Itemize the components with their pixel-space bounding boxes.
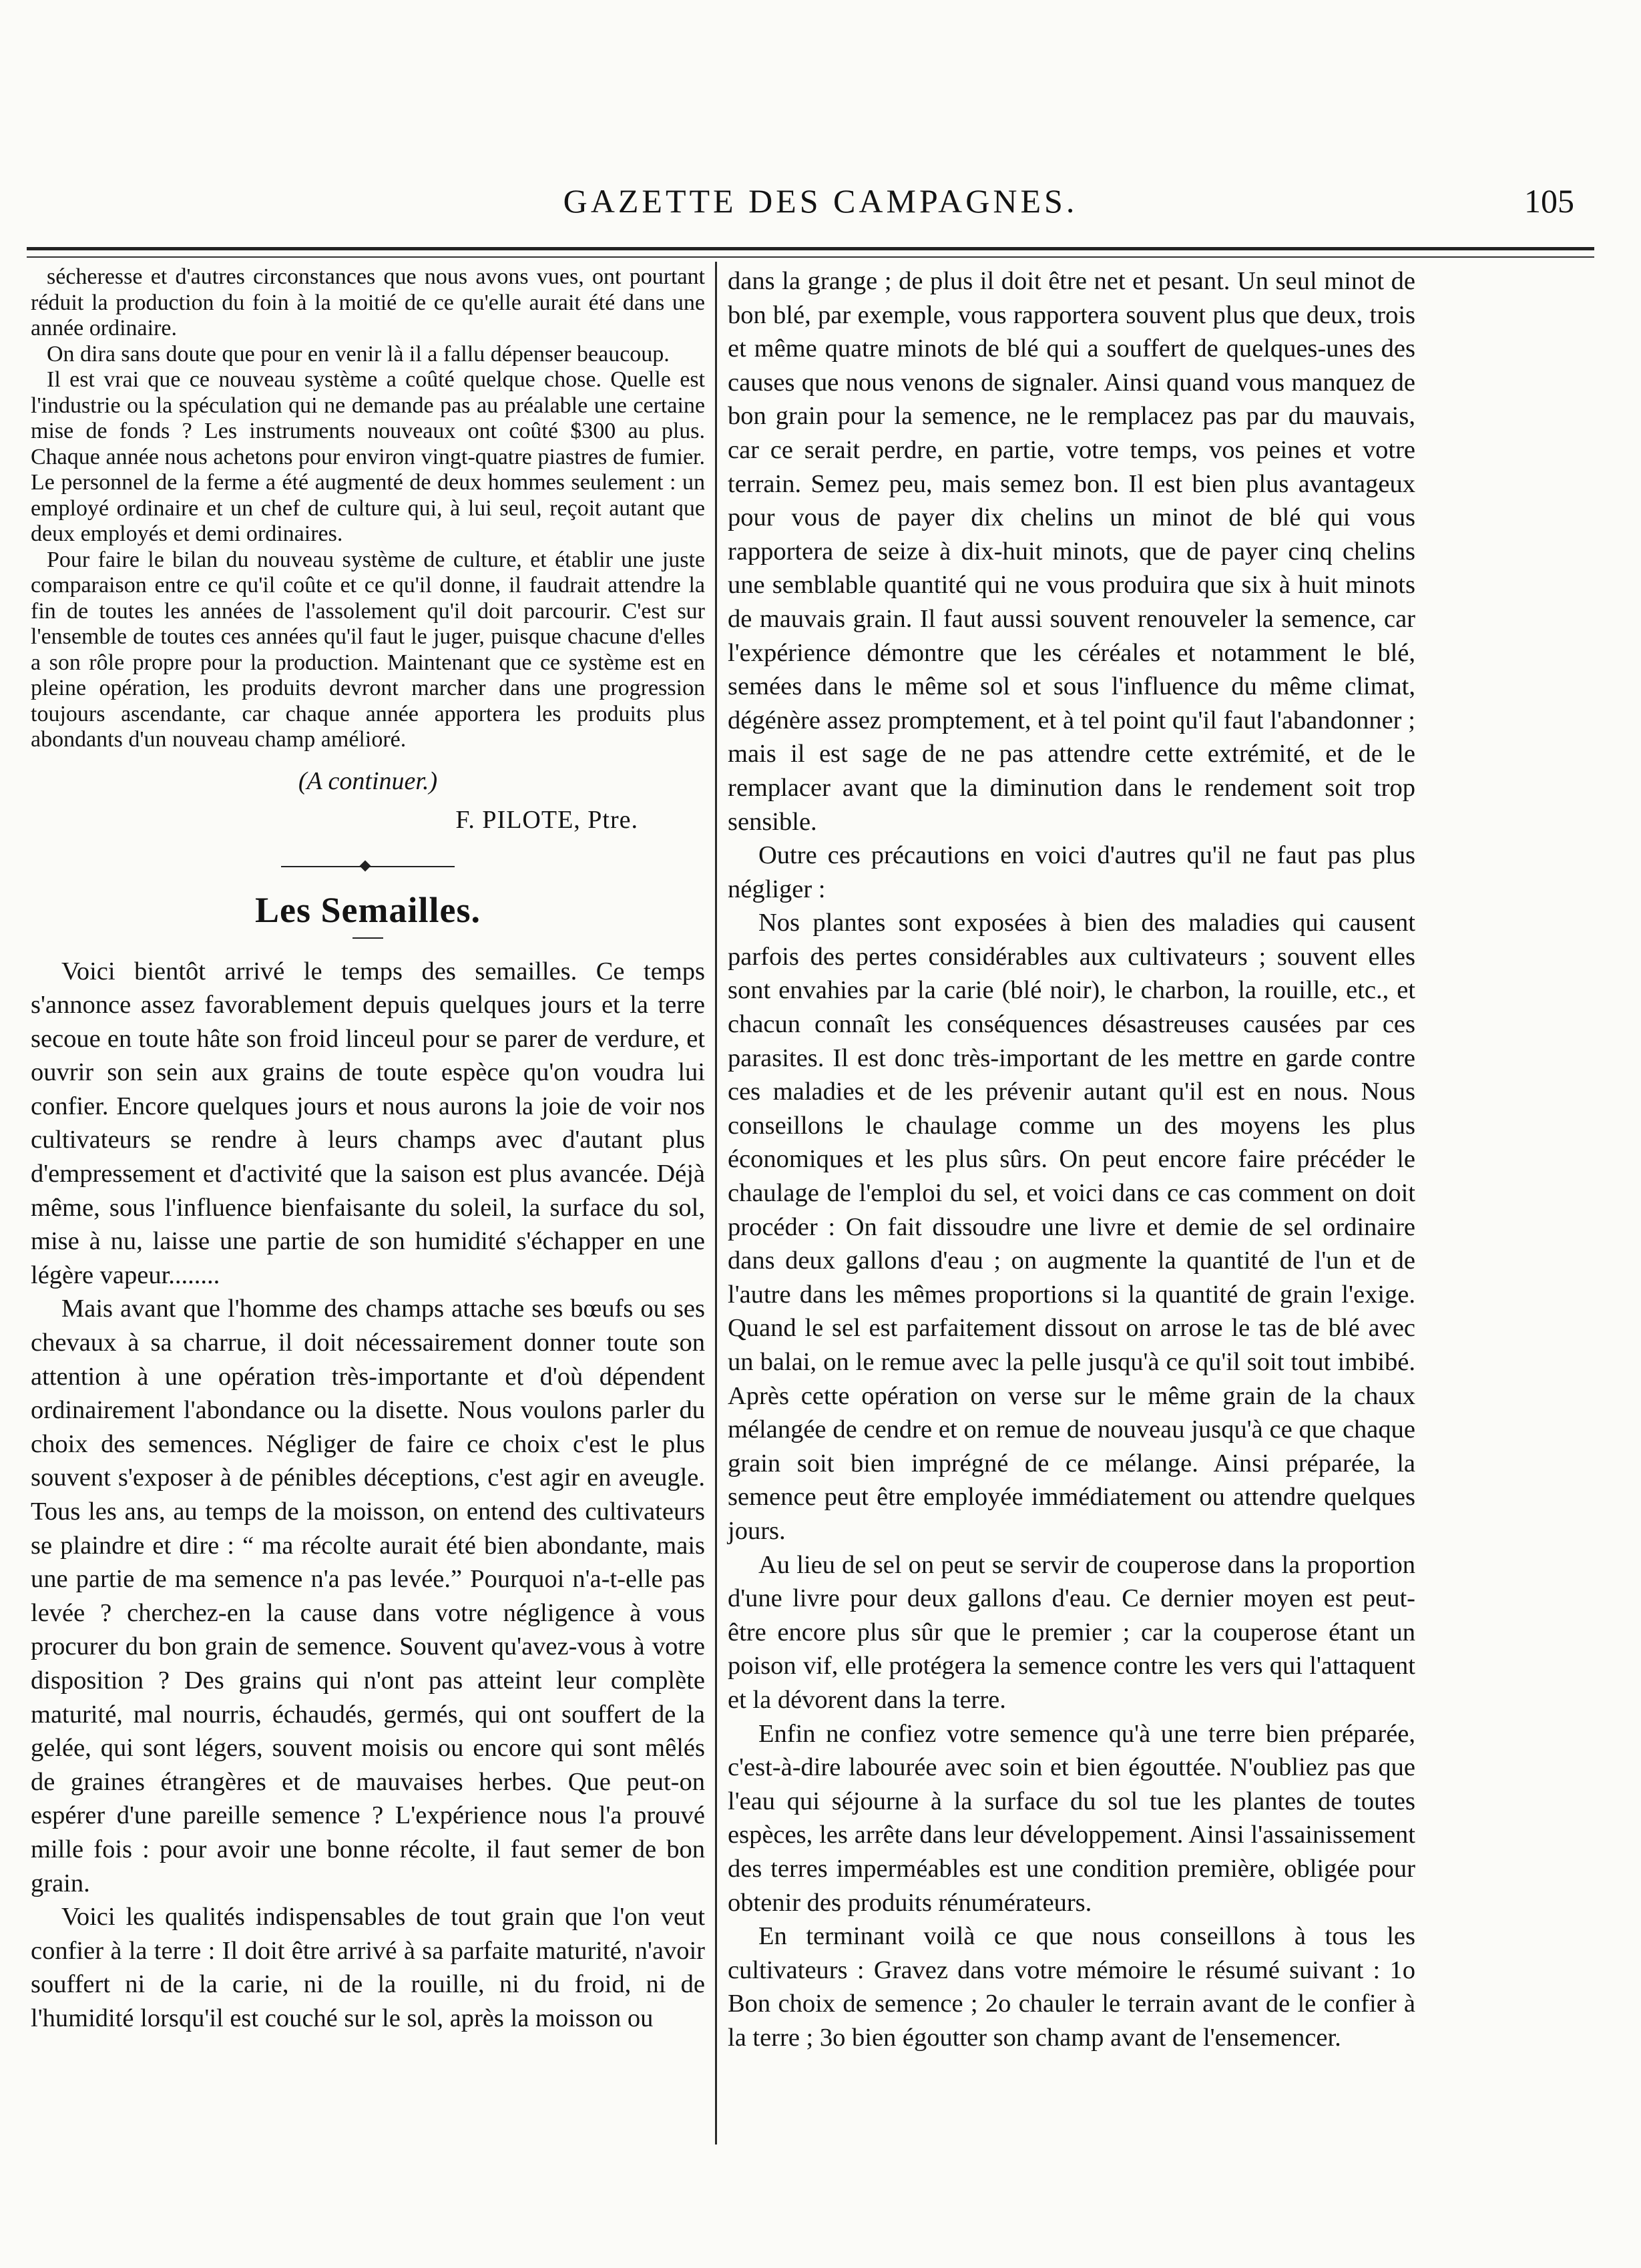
- paragraph: dans la grange ; de plus il doit être net et pesant. Un seul minot de bon blé, par exemple, vous rapportera souvent plus que deux, trois et même quatre minots de blé qui a souffert de quelques-unes des causes que nous venons de signaler. Ainsi quand vous manquez de bon grain pour la semence, ne le remplacez pas par du mauvais, car ce serait perdre, en partie, votre temps, vos peines et votre terrain. Semez peu, mais semez bon. Il est bien plus avantageux pour vous de payer dix chelins un minot de blé qui vous rapportera de seize à dix-huit minots, que de payer cinq chelins une semblable quantité qui ne vous produira que six à huit minots de mauvais grain. Il faut aussi souvent renouveler la semence, car l'expérience démontre que les céréales et notamment le blé, semées dans le même sol et sous l'influence du même climat, dégénère assez promptement, et à tel point qu'il faut l'abandonner ; mais il est sage de ne pas attendre cette extrémité, et de le remplacer avant que la diminution dans le rendement soit trop sensible.: [728, 267, 1415, 836]
- article-body-continued: [728, 264, 1415, 2054]
- paragraph: Nos plantes sont exposées à bien des maladies qui causent parfois des pertes considérables aux cultivateurs ; souvent elles sont envahies par la carie (blé noir), le charbon, la rouille, etc., et chacun connaît les conséquences désastreuses causées par ces parasites. Il est donc très-important de les mettre en garde contre ces maladies et de les prévenir autant qu'il est en nous. Nous conseillons le chaulage comme un des moyens les plus économiques et les plus sûrs. On peut encore faire précéder le chaulage de l'emploi du sel, et voici dans ce cas comment on doit procéder : On fait dissoudre une livre et demie de sel ordinaire dans deux gallons d'eau ; on augmente la quantité de l'un et de l'autre dans les mêmes proportions si la quantité de grain l'exige. Quand le sel est parfaitement dissout on arrose le tas de blé avec un balai, on le remue avec la pelle jusqu'à ce qu'il soit tout imbibé. Après cette opération on verse sur le même grain de la chaux mélangée de cendre et on remue de nouveau jusqu'à ce que chaque grain soit bien imprégné de ce mélange. Ainsi préparée, la semence peut être employée immédiatement ou attendre quelques jours.: [728, 909, 1415, 1545]
- column-rule: [715, 262, 717, 2144]
- paragraph: En terminant voilà ce que nous conseillons à tous les cultivateurs : Gravez dans votre mémoire le résumé suivant : 1o Bon choix de semence ; 2o chauler le terrain avant de le confier à la terre ; 3o bien égoutter son champ avant de l'ensemencer.: [728, 1922, 1415, 2052]
- article-continuation: [31, 264, 705, 753]
- paragraph: Voici bientôt arrivé le temps des semailles. Ce temps s'annonce assez favorablement depuis quelques jours et la terre secoue en toute hâte son froid linceul pour se parer de verdure, et ouvrir son sein aux grains de toute espèce qu'on voudra lui confier. Encore quelques jours et nous aurons la joie de voir nos cultivateurs se rendre à leurs champs avec d'autant plus d'empressement et d'activité que la saison est plus avancée. Déjà même, sous l'influence bienfaisante du soleil, la surface du sol, mise à nu, laisse une partie de son humidité s'échapper en une légère vapeur........: [31, 957, 705, 1289]
- header-rule: [27, 247, 1594, 258]
- left-column: [31, 264, 705, 2036]
- section-title: Les Semailles.: [255, 889, 481, 930]
- paragraph: Enfin ne confiez votre semence qu'à une terre bien préparée, c'est-à-dire labourée avec soin et bien égouttée. N'oubliez pas que l'eau qui séjourne à la surface du sol tue les plantes de toutes espèces, les arrête dans leur développement. Ainsi l'assainissement des terres imperméables est une condition première, obligée pour obtenir des produits rénumérateurs.: [728, 1719, 1415, 1917]
- title-rule: [353, 937, 383, 939]
- paragraph: On dira sans doute que pour en venir là il a fallu dépenser beaucoup.: [47, 341, 670, 367]
- section-separator: [281, 860, 455, 873]
- paragraph: Il est vrai que ce nouveau système a coûté quelque chose. Quelle est l'industrie ou la spéculation qui ne demande pas au préalable une certaine mise de fonds ? Les instruments nouveaux ont coûté $300 au plus. Chaque année nous achetons pour environ vingt-quatre piastres de fumier. Le personnel de la ferme a été augmenté de deux hommes seulement : un employé ordinaire et un chef de culture qui, à lui seul, reçoit autant que deux employés et demi ordinaires.: [31, 367, 705, 546]
- paragraph: Outre ces précautions en voici d'autres qu'il ne faut pas plus négliger :: [728, 841, 1415, 903]
- paragraph: Au lieu de sel on peut se servir de couperose dans la proportion d'une livre pour deux gallons d'eau. Ce dernier moyen est peut-être encore plus sûr que le premier ; car la couperose étant un poison vif, elle protégera la semence contre les vers qui l'attaquent et la dévorent dans la terre.: [728, 1550, 1415, 1714]
- page-number: 105: [1524, 182, 1574, 220]
- author-signature: F. PILOTE, Ptre.: [455, 805, 638, 834]
- paragraph: Voici les qualités indispensables de tout grain que l'on veut confier à la terre : Il doit être arrivé à sa parfaite maturité, n'avoir souffert ni de la carie, ni de la rouille, ni du froid, ni de l'humidité lorsqu'il est couché sur le sol, après la moisson ou: [31, 1903, 705, 2032]
- article-body: [31, 955, 705, 2036]
- page-header: [27, 182, 1614, 235]
- paragraph: sécheresse et d'autres circonstances que nous avons vues, ont pourtant réduit la production du foin à la moitié de ce qu'elle aurait été dans une année ordinaire.: [31, 264, 705, 341]
- right-column: [728, 264, 1415, 2054]
- paragraph: Pour faire le bilan du nouveau système de culture, et établir une juste comparaison entre ce qu'il coûte et ce qu'il donne, il faudrait attendre la fin de toutes les années de l'assolement qu'il doit parcourir. C'est sur l'ensemble de toutes ces années qu'il faut le juger, puisque chacune d'elles a son rôle propre pour la production. Maintenant que ce système est en pleine opération, les produits devront marcher dans une progression toujours ascendante, car chaque année apportera les produits plus abondants d'un nouveau champ amélioré.: [31, 547, 705, 752]
- continued-note: (A continuer.): [298, 766, 438, 795]
- running-title: GAZETTE DES CAMPAGNES.: [563, 182, 1078, 220]
- paragraph: Mais avant que l'homme des champs attache ses bœufs ou ses chevaux à sa charrue, il doit nécessairement donner toute son attention à une opération très-importante et d'où dépendent ordinairement l'abondance ou la disette. Nous voulons parler du choix des semences. Négliger de faire ce choix c'est le plus souvent s'exposer à de pénibles déceptions, c'est agir en aveugle. Tous les ans, au temps de la moisson, on entend des cultivateurs se plaindre et dire : “ ma récolte aurait été bien abondante, mais une partie de ma semence n'a pas levée.” Pourquoi n'a-t-elle pas levée ? cherchez-en la cause dans votre négligence à vous procurer du bon grain de semence. Souvent qu'avez-vous à votre disposition ? Des grains qui n'ont pas atteint leur complète maturité, mal nourris, échaudés, germés, qui ont souffert de la gelée, qui sont légers, souvent moisis ou encore qui sont mêlés de graines étrangères et de mauvaises herbes. Que peut-on espérer d'une pareille semence ? L'expérience nous l'a prouvé mille fois : pour avoir une bonne récolte, il faut semer de bon grain.: [31, 1295, 705, 1897]
